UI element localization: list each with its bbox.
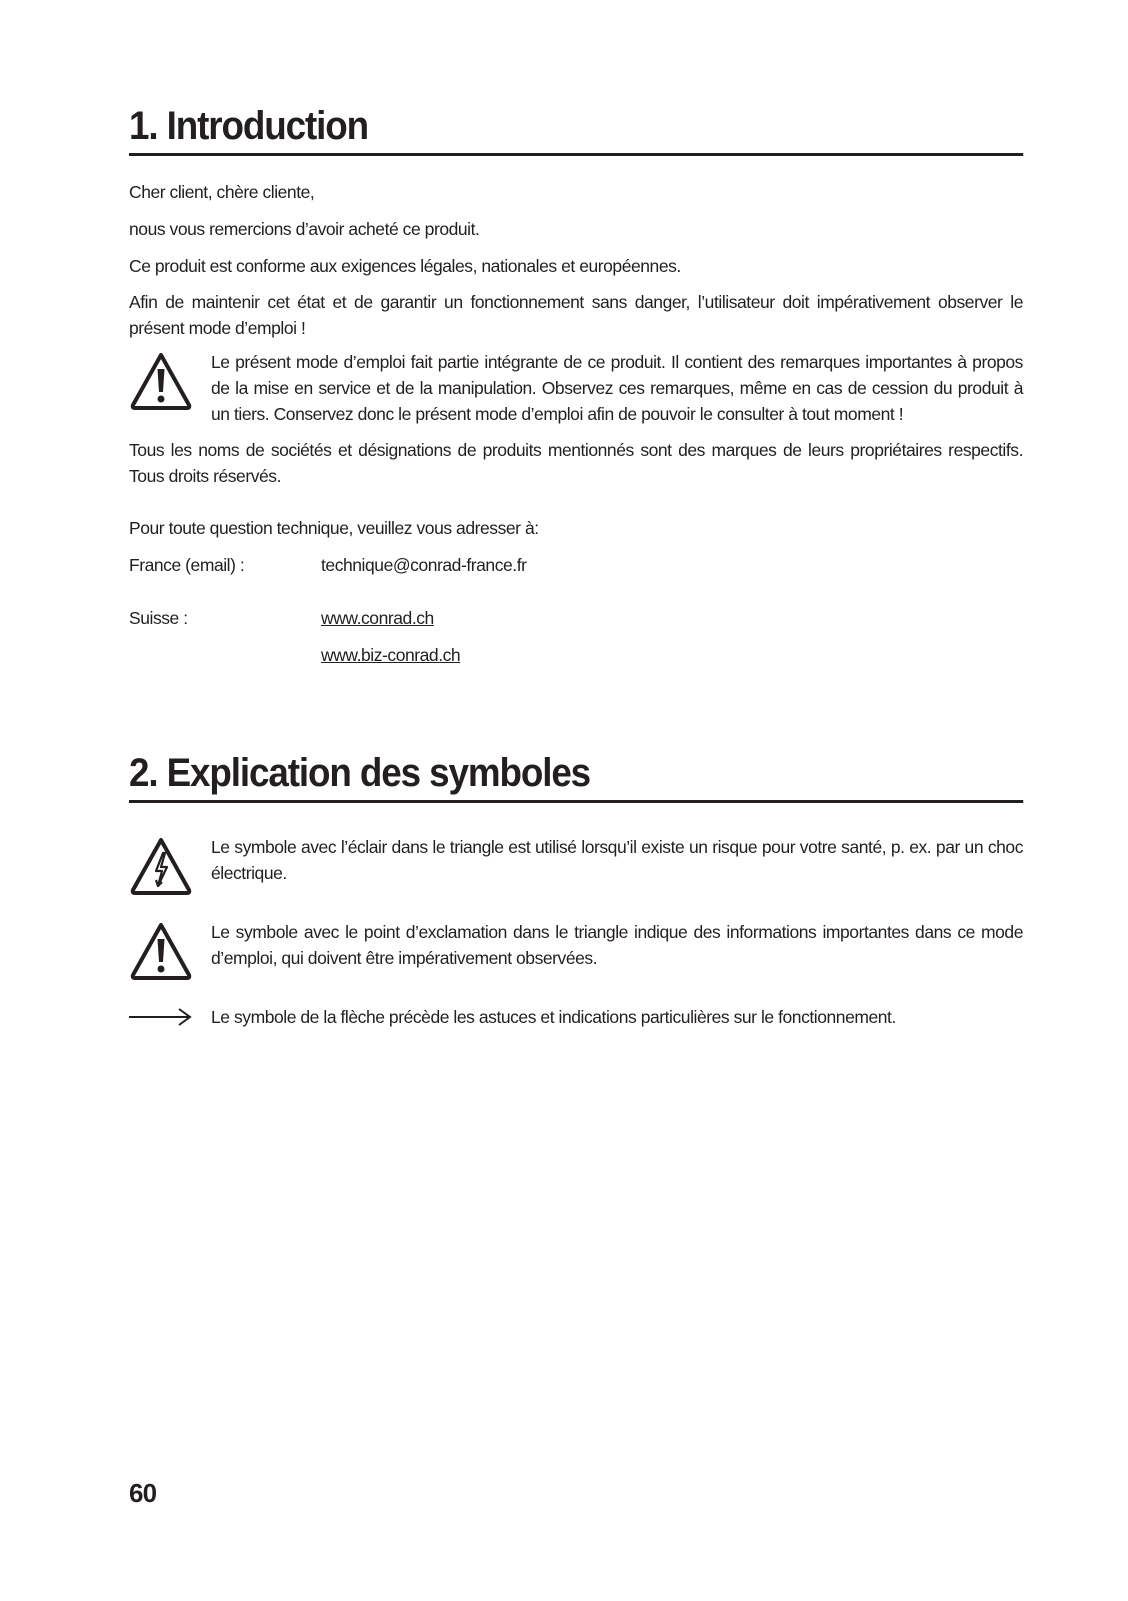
symbol-row-lightning — [129, 834, 1023, 896]
symbol-text-exclamation: Le symbole avec le point d’exclamation dans le triangle indique des informations importantes dans ce mode d’emploi, qui doivent être impérativement observées. — [211, 922, 1023, 968]
arrow-right-icon — [129, 1004, 211, 1029]
link-conrad-ch[interactable]: www.conrad.ch — [321, 608, 434, 628]
symbol-row-exclamation — [129, 919, 1023, 981]
support-intro-paragraph: Pour toute question technique, veuillez vous adresser à: — [129, 518, 539, 538]
symbol-text-lightning: Le symbole avec l’éclair dans le triangle est utilisé lorsqu’il existe un risque pour votre santé, p. ex. par un choc électrique. — [211, 837, 1023, 883]
symbol-text-arrow: Le symbole de la flèche précède les astuces et indications particulières sur le fonctionnement. — [211, 1007, 896, 1027]
contact-email-france: technique@conrad-france.fr — [321, 555, 527, 575]
contact-label-france: France (email) : — [129, 555, 245, 575]
thanks-paragraph: nous vous remercions d’avoir acheté ce produit. — [129, 219, 480, 239]
link-biz-conrad-ch[interactable]: www.biz-conrad.ch — [321, 645, 461, 665]
exclamation-warning-icon — [129, 919, 211, 981]
conformity-paragraph: Ce produit est conforme aux exigences légales, nationales et européennes. — [129, 256, 681, 276]
contact-row-suisse — [129, 605, 1023, 631]
intro-warning-block — [129, 349, 1023, 427]
intro-warning-text: Le présent mode d’emploi fait partie intégrante de ce produit. Il contient des remarques importantes à propos de la mise en service et de la manipulation. Observez ces remarques, même en cas de cession du produit à un tiers. Conservez donc le présent mode d’emploi afin de pouvoir le consulter à tout moment ! — [211, 352, 1023, 424]
greeting-paragraph: Cher client, chère cliente, — [129, 182, 315, 202]
instruction-paragraph: Afin de maintenir cet état et de garantir un fonctionnement sans danger, l’utilisateur doit impérativement observer le présent mode d’emploi ! — [129, 292, 1023, 338]
exclamation-warning-icon — [129, 349, 211, 411]
symbol-row-arrow — [129, 1004, 1023, 1030]
trademarks-paragraph: Tous les noms de sociétés et désignations de produits mentionnés sont des marques de leurs propriétaires respectifs. Tous droits réservés. — [129, 440, 1023, 486]
contact-row-suisse-2 — [129, 642, 1023, 668]
lightning-warning-icon — [129, 834, 211, 896]
contact-row-france — [129, 552, 1023, 578]
contact-label-suisse: Suisse : — [129, 608, 188, 628]
section-title-introduction: 1. Introduction — [129, 103, 1023, 156]
page-number: 60 — [129, 1478, 157, 1508]
section-title-symboles: 2. Explication des symboles — [129, 750, 1023, 803]
